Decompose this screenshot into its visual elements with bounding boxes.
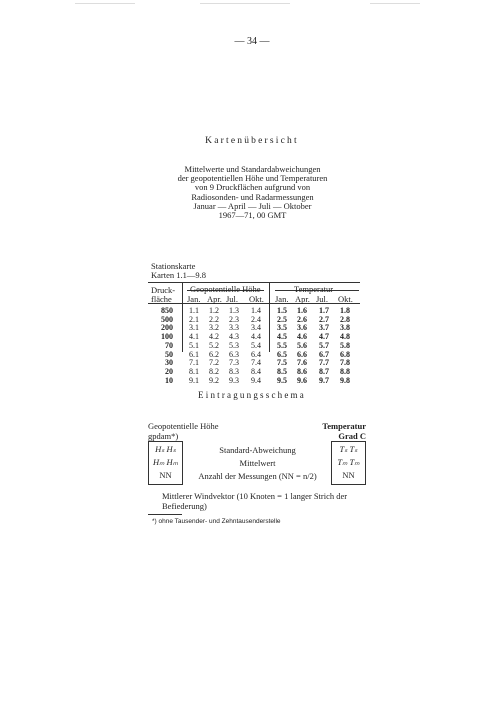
temp-map-number: 4.6 (297, 332, 307, 342)
temp-map-number: 8.7 (319, 366, 329, 376)
row-header-label: Druck- (151, 285, 176, 295)
temp-map-number: 6.8 (340, 349, 350, 359)
temp-map-number: 2.5 (277, 314, 287, 324)
description-line: Januar — April — Juli — Oktober (193, 200, 312, 211)
geo-map-number: 1.2 (209, 306, 219, 315)
pressure-level: 70 (165, 340, 173, 350)
schema-box-line: Hₛ Hₛ (155, 444, 176, 454)
geo-month-header: Okt. (249, 294, 264, 304)
section-title: Kartenübersicht (205, 136, 299, 146)
description-line: 1967—71, 00 GMT (218, 210, 287, 221)
footnote: *) ohne Tausender- und Zehntausenderstelle (152, 518, 281, 525)
temp-map-number: 6.5 (277, 349, 287, 359)
temp-map-number: 5.5 (277, 340, 287, 350)
temp-map-number: 1.7 (319, 306, 329, 315)
geo-label (148, 422, 219, 441)
pressure-level: 100 (161, 332, 173, 342)
temp-schema-box (331, 441, 366, 485)
table-top-rule (148, 282, 360, 283)
pressure-level: 20 (165, 366, 173, 376)
temp-map-number: 8.8 (340, 366, 350, 376)
pressure-level: 500 (161, 314, 173, 324)
temp-map-number: 8.5 (277, 366, 287, 376)
scan-mark (370, 3, 420, 4)
description-line: Radiosonden- und Radarmessungen (191, 191, 314, 202)
temp-label-line: Grad C (338, 430, 366, 441)
geo-month-header: Jan. (187, 294, 201, 304)
geo-map-number: 9.3 (229, 375, 239, 385)
pressure-level: 50 (165, 349, 173, 359)
geo-map-number: 5.3 (229, 340, 239, 350)
wind-note-line: Mittlerer Windvektor (10 Knoten = 1 langer Strich der (162, 491, 348, 501)
temp-map-number: 5.7 (319, 340, 329, 350)
geo-schema-box (148, 441, 183, 485)
geo-map-number: 3.3 (229, 323, 239, 333)
schema-box-line: NN (342, 470, 355, 480)
temp-label (322, 422, 366, 441)
temp-map-number: 7.5 (277, 358, 287, 368)
schema-box-line: Hₘ Hₘ (153, 457, 178, 467)
temp-map-number: 1.8 (340, 306, 350, 315)
geo-map-number: 8.1 (189, 366, 199, 376)
geo-map-number: 9.1 (189, 375, 199, 385)
temp-month-header: Jul. (316, 294, 329, 304)
pressure-level: 850 (161, 306, 173, 315)
temp-map-number: 2.8 (340, 314, 350, 324)
temp-month-header: Apr. (295, 294, 310, 304)
temp-map-number: 2.6 (297, 314, 307, 324)
temp-map-number: 3.8 (340, 323, 350, 333)
schema-mean-label: Mittelwert (239, 458, 276, 468)
scan-mark (75, 3, 135, 4)
geo-map-number: 4.1 (189, 332, 199, 342)
geo-map-number: 3.2 (209, 323, 219, 333)
geo-map-number: 4.3 (229, 332, 239, 342)
geo-map-number: 6.3 (229, 349, 239, 359)
geo-map-number: 1.4 (251, 306, 261, 315)
temp-map-number: 8.6 (297, 366, 307, 376)
geo-label-line: gpdam*) (148, 430, 179, 441)
geo-map-number: 2.1 (189, 314, 199, 324)
temp-map-number: 5.6 (297, 340, 307, 350)
geo-month-header: Apr. (207, 294, 222, 304)
geo-map-number: 4.2 (209, 332, 219, 342)
temp-map-number: 9.7 (319, 375, 329, 385)
geo-map-number: 8.3 (229, 366, 239, 376)
temp-map-number: 9.8 (340, 375, 350, 385)
description (150, 165, 355, 220)
geo-map-number: 7.1 (189, 358, 199, 368)
geo-map-number: 5.4 (251, 340, 261, 350)
station-map-label (151, 262, 206, 279)
temp-map-number: 7.8 (340, 358, 350, 368)
station-map-line: Stationskarte (151, 261, 196, 271)
temp-map-number: 6.6 (297, 349, 307, 359)
temp-map-number: 7.6 (297, 358, 307, 368)
pressure-level: 200 (161, 323, 173, 333)
wind-vector-note (162, 492, 368, 511)
schema-title: Eintragungsschema (198, 390, 306, 400)
geo-label-line: Geopotentielle Höhe (148, 421, 219, 431)
geo-map-number: 1.1 (189, 306, 199, 315)
pressure-level: 10 (165, 375, 173, 385)
pressure-level: 30 (165, 358, 173, 368)
temp-map-number: 1.5 (277, 306, 287, 315)
temp-map-number: 4.7 (319, 332, 329, 342)
geo-map-number: 5.2 (209, 340, 219, 350)
geo-map-number: 7.2 (209, 358, 219, 368)
schema-box-line: Tₘ Tₘ (337, 457, 360, 467)
temp-month-header: Jan. (275, 294, 289, 304)
row-header-divider (182, 282, 183, 352)
schema-count-label: Anzahl der Messungen (NN = n/2) (198, 471, 317, 481)
temp-map-number: 3.7 (319, 323, 329, 333)
temp-map-number: 7.7 (319, 358, 329, 368)
description-line: Mittelwerte und Standardabweichungen (184, 164, 321, 174)
temp-map-number: 9.5 (277, 375, 287, 385)
temp-map-number: 5.8 (340, 340, 350, 350)
geo-map-number: 1.3 (229, 306, 239, 315)
geo-map-number: 6.2 (209, 349, 219, 359)
geo-map-number: 9.4 (251, 375, 261, 385)
wind-note-line: Befiederung) (162, 500, 207, 511)
geo-map-number: 5.1 (189, 340, 199, 350)
group-header-temp: Temperatur (294, 284, 334, 294)
schema-box-line: Tₛ Tₛ (339, 444, 358, 454)
schema-std-label: Standard-Abweichung (219, 445, 296, 455)
geo-map-number: 7.3 (229, 358, 239, 368)
footnote-rule (148, 514, 182, 515)
page-number: — 34 — (234, 36, 270, 47)
temp-map-number: 3.5 (277, 323, 287, 333)
description-line: von 9 Druckflächen aufgrund von (194, 182, 311, 193)
geo-map-number: 4.4 (251, 332, 261, 342)
group-header-geo: Geopotentielle Höhe (190, 284, 261, 294)
temp-map-number: 4.8 (340, 332, 350, 342)
geo-map-number: 6.4 (251, 349, 261, 359)
geo-map-number: 7.4 (251, 358, 261, 368)
geo-month-header: Jul. (226, 294, 239, 304)
geo-map-number: 8.4 (251, 366, 261, 376)
geo-map-number: 3.1 (189, 323, 199, 333)
row-header-label: fläche (151, 294, 172, 304)
temp-map-number: 1.6 (297, 306, 307, 315)
geo-map-number: 9.2 (209, 375, 219, 385)
station-map-line: Karten 1.1—9.8 (151, 269, 207, 280)
temp-map-number: 6.7 (319, 349, 329, 359)
geo-map-number: 2.4 (251, 314, 261, 324)
temp-map-number: 4.5 (277, 332, 287, 342)
temp-map-number: 2.7 (319, 314, 329, 324)
temp-map-number: 3.6 (297, 323, 307, 333)
scan-mark (200, 3, 290, 4)
geo-map-number: 3.4 (251, 323, 261, 333)
geo-map-number: 6.1 (189, 349, 199, 359)
geo-map-number: 2.2 (209, 314, 219, 324)
geo-map-number: 8.2 (209, 366, 219, 376)
temp-month-header: Okt. (338, 294, 353, 304)
temp-label-line: Temperatur (322, 421, 366, 431)
geo-map-number: 2.3 (229, 314, 239, 324)
description-line: der geopotentiellen Höhe und Temperaturen (177, 173, 328, 184)
schema-box-line: NN (159, 470, 172, 480)
temp-map-number: 9.6 (297, 375, 307, 385)
